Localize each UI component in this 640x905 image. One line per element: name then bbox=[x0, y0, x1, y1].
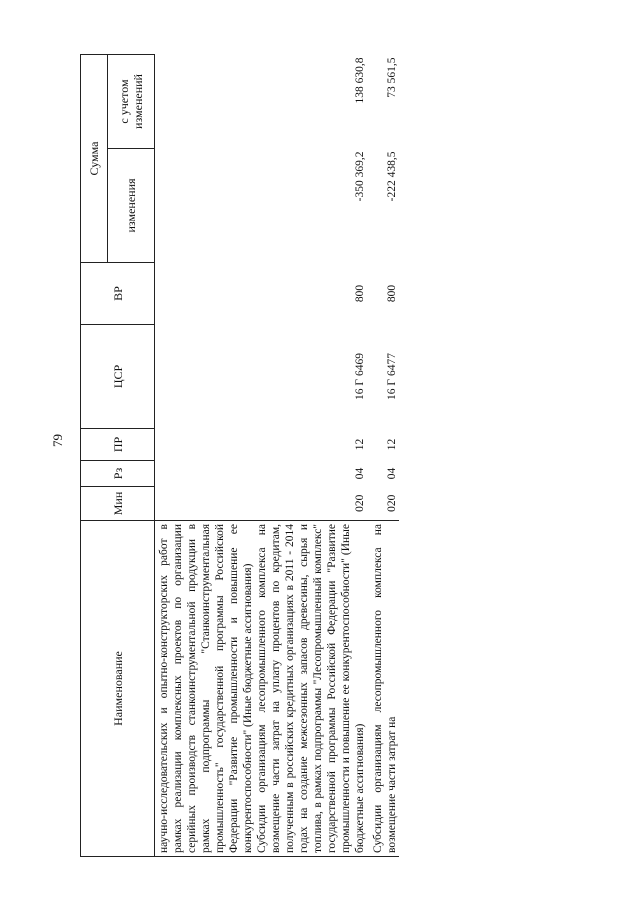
header-change: изменения bbox=[108, 149, 155, 263]
row-vr: 800 bbox=[354, 284, 366, 303]
row-pr bbox=[155, 429, 256, 461]
header-pr: ПР bbox=[81, 429, 155, 461]
table-row bbox=[155, 54, 256, 856]
row-name: научно-исследовательских и опытно-конструкторских работ в рамках реализации комплексных проектов по организации серийных производств станкоинструментальной продукции в рамках подпрограммы "Станкоинструментальная промышленность" государственной программы Российской Федерации "Развитие промышленности и повышение ее конкурентоспособности" (Иные бюджетные ассигнования) bbox=[155, 521, 256, 857]
row-csr: 16 Г 6477 bbox=[386, 353, 398, 400]
row-name: Субсидии организациям лесопромышленного комплекса на возмещение части затрат на уплату процентов по кредитам, полученным в российских кредитных организациях в 2011 - 2014 годах на создание межсезонных запасов древесины, сырья и топлива, в рамках подпрограммы "Лесопромышленный комплекс" государственной программы Российской Федерации "Развитие промышленности и повышение ее конкурентоспособности" (Иные бюджетные ассигнования) bbox=[255, 521, 367, 857]
row-pr: 12 bbox=[386, 438, 398, 451]
row-change: -222 438,5 bbox=[386, 151, 398, 202]
row-vr: 800 bbox=[386, 284, 398, 303]
row-pr: 12 bbox=[354, 438, 366, 451]
header-min: Мин bbox=[81, 487, 155, 521]
page-number: 79 bbox=[50, 434, 65, 447]
row-min: 020 bbox=[386, 494, 398, 512]
header-vr: ВР bbox=[81, 263, 155, 325]
row-name: Субсидии организациям лесопромышленного комплекса на возмещение части затрат на bbox=[367, 521, 399, 857]
row-rz bbox=[155, 461, 256, 487]
row-min bbox=[155, 487, 256, 521]
row-with-changes bbox=[155, 54, 256, 148]
row-csr bbox=[155, 325, 256, 429]
header-with-changes: с учетом изменений bbox=[108, 54, 155, 148]
header-name: Наименование bbox=[81, 521, 155, 857]
budget-table-rotated bbox=[80, 55, 600, 857]
row-rz: 04 bbox=[354, 467, 366, 480]
budget-table bbox=[80, 54, 399, 857]
row-change bbox=[155, 149, 256, 263]
header-csr: ЦСР bbox=[81, 325, 155, 429]
header-sum: Сумма bbox=[81, 54, 108, 262]
row-csr: 16 Г 6469 bbox=[354, 353, 366, 400]
row-vr bbox=[155, 263, 256, 325]
row-with-changes: 138 630,8 bbox=[354, 57, 366, 104]
header-row-1 bbox=[81, 54, 108, 856]
row-rz: 04 bbox=[386, 467, 398, 480]
row-with-changes: 73 561,5 bbox=[386, 57, 398, 98]
row-min: 020 bbox=[354, 494, 366, 512]
table-row bbox=[367, 54, 399, 856]
table-row bbox=[255, 54, 367, 856]
row-change: -350 369,2 bbox=[354, 151, 366, 202]
header-rz: Рз bbox=[81, 461, 155, 487]
